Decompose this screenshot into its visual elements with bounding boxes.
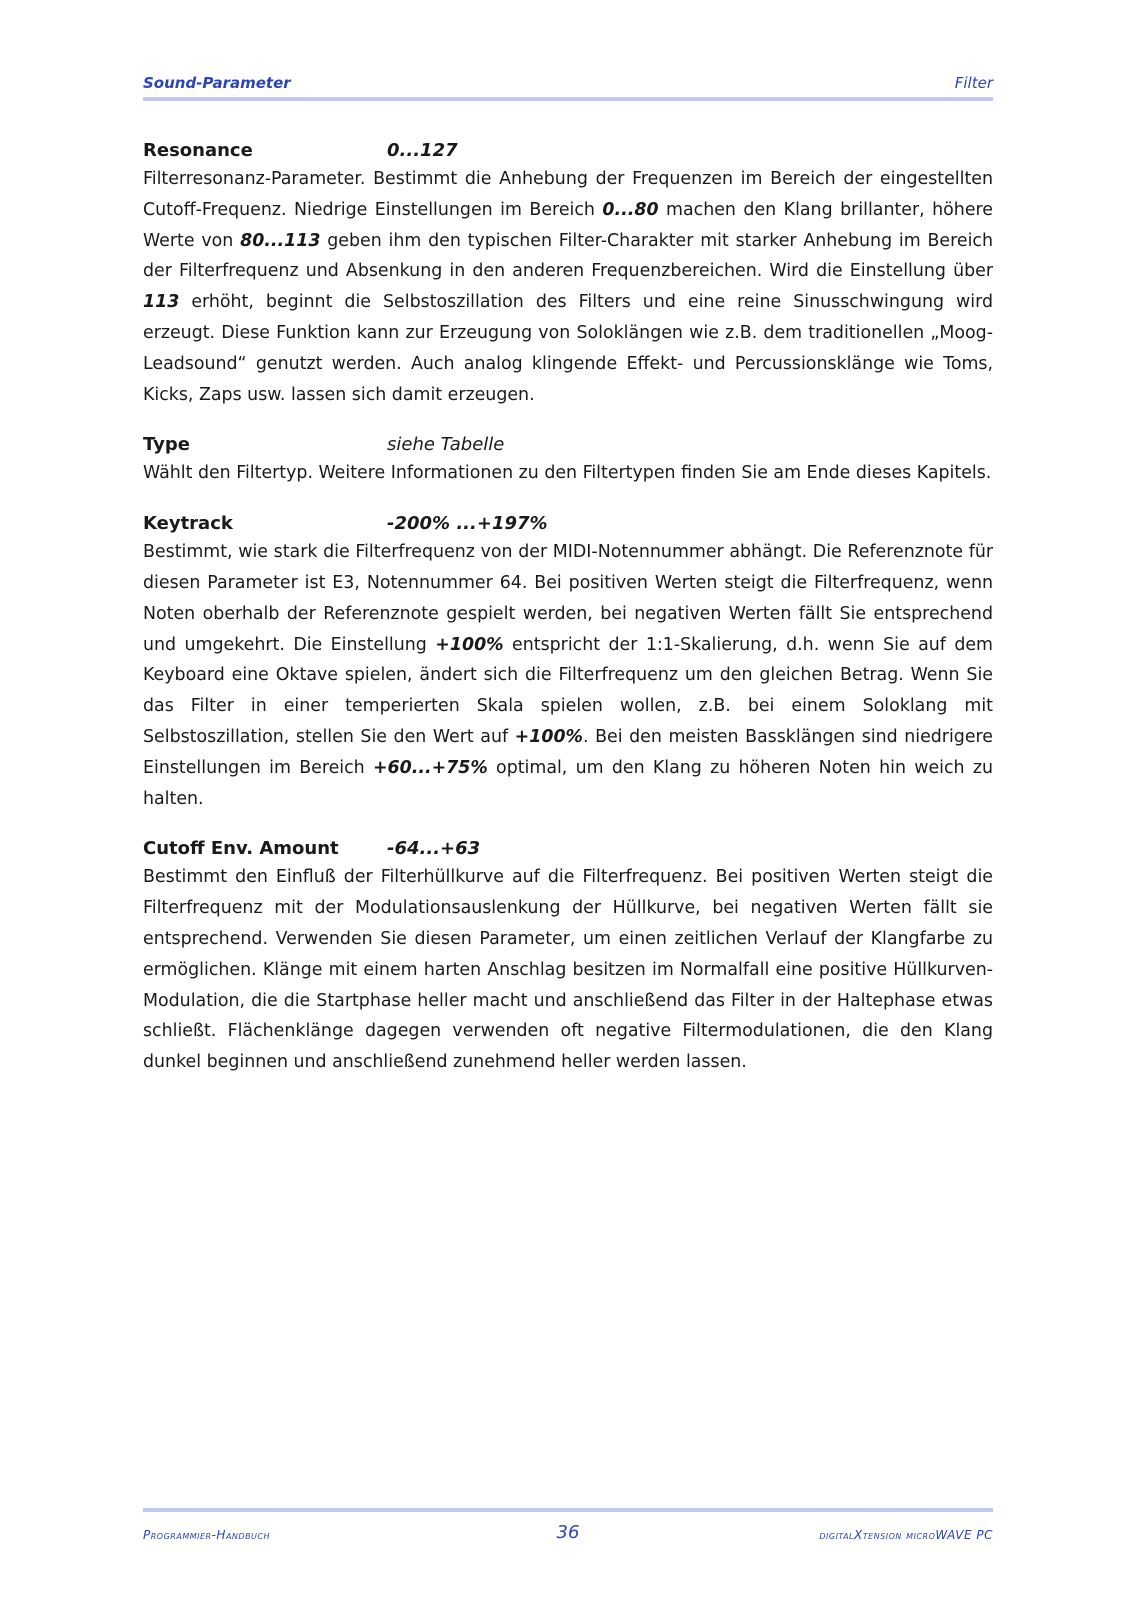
param-heading [143, 511, 993, 537]
param-description [143, 862, 993, 1078]
param-name: Resonance [143, 140, 253, 161]
footer-manual-title: Programmier-Handbuch [143, 1528, 271, 1542]
param-type [143, 432, 993, 489]
text-run: optimal, um den Klang zu höheren Noten hin weich zu halten. [143, 757, 993, 809]
param-heading [143, 836, 993, 862]
text-run: erhöht, beginnt die Selbstoszillation des Filters und eine reine Sinusschwingung wird erzeugt. Diese Funktion kann zur Erzeugung von Soloklängen wie z.B. dem traditionellen „Moog-Leadsound“ genutzt werden. Auch analog klingende Effekt- und Percussionsklänge wie Toms, Kicks, Zaps usw. lassen sich damit erzeugen. [143, 292, 993, 405]
page-number: 36 [556, 1522, 580, 1543]
value-highlight: +60...+75% [372, 757, 488, 778]
param-heading [143, 432, 993, 458]
value-highlight: 80...113 [240, 230, 321, 251]
param-range: siehe Tabelle [387, 434, 505, 456]
page-footer [143, 1508, 993, 1548]
header-chapter-title: Filter [954, 74, 993, 92]
value-highlight: +100% [435, 634, 504, 655]
header-rule [143, 97, 993, 101]
param-range: -64...+63 [387, 838, 481, 860]
header-section-title: Sound-Parameter [143, 74, 291, 92]
param-range: 0...127 [387, 140, 458, 161]
param-description [143, 164, 993, 410]
param-name: Type [143, 434, 190, 456]
text-run: Bestimmt, wie stark die Filterfrequenz von der MIDI-Notennummer abhängt. Die Referenznote für diesen Parameter ist E3, Notennummer 64. Bei positiven Werten steigt die Filterfrequenz, wenn Noten oberhalb der Referenznote gespielt werden, bei negativen Werten fällt Sie entsprechend und umgekehrt. Die Einstellung [143, 542, 993, 655]
text-run: Wählt den Filtertyp. Weitere Informationen zu den Filtertypen finden Sie am Ende dieses Kapitels. [143, 463, 992, 484]
param-keytrack [143, 511, 993, 814]
value-highlight: +100% [514, 726, 583, 747]
footer-rule [143, 1508, 993, 1512]
param-range: -200% ...+197% [387, 513, 548, 535]
text-run: machen den Klang brillanter, höhere Werte von [143, 199, 993, 251]
param-description [143, 537, 993, 814]
text-run: entspricht der 1:1-Skalierung, d.h. wenn Sie auf dem Keyboard eine Oktave spielen, ändert sich die Filterfrequenz um den gleichen Betrag. Wenn Sie das Filter in einer temperierten Skala spielen wollen, z.B. bei einem Soloklang mit Selbstoszillation, stellen Sie den Wert auf [143, 634, 993, 747]
param-heading [143, 138, 993, 164]
param-cutoff-env-amount [143, 836, 993, 1078]
param-name: Cutoff Env. Amount [143, 838, 339, 860]
page-header [143, 70, 993, 100]
value-highlight: 0...80 [602, 199, 659, 220]
text-run: geben ihm den typischen Filter-Charakter mit starker Anhebung im Bereich der Filterfrequenz und Absenkung in den anderen Frequenzbereichen. Wird die Einstellung über [143, 230, 993, 282]
text-run: Filterresonanz-Parameter. Bestimmt die Anhebung der Frequenzen im Bereich der eingestellten Cutoff-Frequenz. Niedrige Einstellungen im Bereich [143, 169, 993, 220]
param-name: Keytrack [143, 513, 233, 535]
param-resonance [143, 138, 993, 410]
text-run: . Bei den meisten Bassklängen sind niedrigere Einstellungen im Bereich [143, 726, 993, 778]
text-run: Bestimmt den Einfluß der Filterhüllkurve auf die Filterfrequenz. Bei positiven Werten steigt die Filterfrequenz mit der Modulationsauslenkung der Hüllkurve, bei negativen Werten fällt sie entsprechend. Verwenden Sie diesen Parameter, um einen zeitlichen Verlauf der Klangfarbe zu ermöglichen. Klänge mit einem harten Anschlag besitzen im Normalfall eine positive Hüllkurven-Modulation, die die Startphase heller macht und anschließend das Filter in der Haltephase etwas schließt. Flächenklänge dagegen verwenden oft negative Filtermodulationen, die den Klang dunkel beginnen und anschließend zunehmend heller werden lassen. [143, 867, 993, 1073]
value-highlight: 113 [143, 292, 180, 313]
footer-product-name: digitalXtension microWAVE PC [819, 1528, 993, 1542]
param-description [143, 458, 993, 489]
page-content [143, 138, 993, 1100]
